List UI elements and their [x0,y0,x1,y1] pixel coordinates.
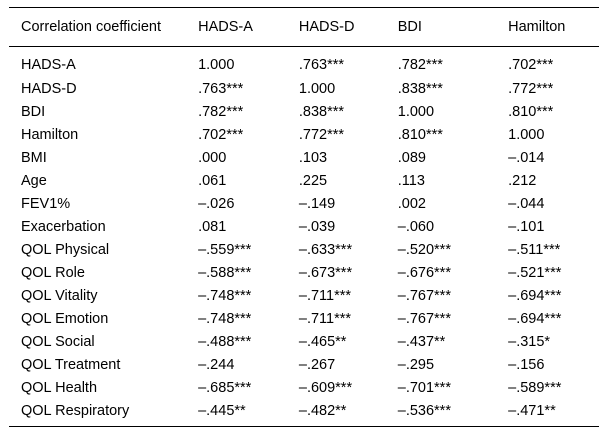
table-cell: .702*** [198,126,244,143]
table-cell: .838*** [397,80,443,97]
header-hads-a: HADS-A [198,19,253,35]
table-cell: .810*** [508,103,554,120]
table-cell: –.437** [397,333,446,350]
table-cell: –.520*** [397,241,451,258]
table-cell: –.609*** [298,379,353,396]
table-cell: –.295 [397,356,435,373]
table-cell: –.465** [298,333,347,350]
table-row [9,192,599,215]
table-cell: –.267 [298,356,336,373]
table-row [9,100,599,123]
table-cell: –.748*** [198,310,252,327]
table-cell: .838*** [298,103,345,120]
table-cell: .089 [397,149,426,166]
row-label: QOL Treatment [21,356,121,373]
correlation-table [9,7,599,427]
table-cell: –.101 [508,218,545,235]
table-cell: .772*** [298,126,345,143]
table-cell: –.589*** [508,379,562,396]
table-row [9,353,599,376]
table-cell: 1.000 [298,80,336,97]
table-cell: 1.000 [397,103,435,120]
table-cell: .061 [198,172,227,189]
table-cell: –.039 [298,218,336,235]
header-hamilton: Hamilton [508,19,566,35]
table-cell: .702*** [508,57,554,73]
table-row [9,376,599,399]
table-cell: –.559*** [198,241,252,258]
table-cell: .113 [397,172,425,189]
row-label: BDI [21,103,46,120]
row-label: Hamilton [21,126,79,143]
row-label: HADS-D [21,80,77,97]
table-cell: –.044 [508,195,545,212]
table-row [9,77,599,100]
table-cell: –.748*** [198,287,252,304]
table-cell: –.511*** [508,241,561,258]
table-cell: .810*** [397,126,443,143]
table-row [9,284,599,307]
row-label: QOL Emotion [21,310,109,327]
table-cell: .772*** [508,80,554,97]
table-cell: 1.000 [508,126,545,143]
table-row [9,123,599,146]
header-bdi: BDI [397,19,422,35]
table-cell: –.014 [508,149,545,166]
table-cell: –.694*** [508,287,562,304]
table-cell: –.711*** [298,310,352,327]
table-cell: –.521*** [508,264,562,281]
row-label: Exacerbation [21,218,106,235]
table-row [9,307,599,330]
table-cell: –.685*** [198,379,252,396]
table-cell: –.149 [298,195,336,212]
table-cell: –.767*** [397,310,451,327]
table-cell: –.445** [198,403,246,419]
row-label: BMI [21,149,47,166]
table-cell: –.536*** [397,403,451,419]
table-row [9,47,599,78]
table-cell: –.488*** [198,333,252,350]
table-cell: –.026 [198,195,235,212]
header-correlation-coefficient: Correlation coefficient [21,19,161,35]
row-label: QOL Health [21,379,98,396]
row-label: FEV1% [21,195,71,212]
row-label: QOL Vitality [21,287,98,304]
table-cell: .782*** [198,103,244,120]
table-cell: .000 [198,149,227,166]
table-cell: .212 [508,172,537,189]
table-cell: –.673*** [298,264,353,281]
table-row [9,330,599,353]
table-cell: –.588*** [198,264,252,281]
table-cell: –.471** [508,403,556,419]
table-cell: –.244 [198,356,235,373]
table-cell: .081 [198,218,227,235]
correlation-table-container [9,7,599,427]
table-cell: –.711*** [298,287,352,304]
table-cell: .763*** [198,80,244,97]
table-cell: –.701*** [397,379,451,396]
row-label: QOL Physical [21,241,110,258]
table-cell: –.156 [508,356,545,373]
table-row [9,169,599,192]
table-cell: .002 [397,195,426,212]
table-row [9,146,599,169]
table-header-row [9,8,599,47]
table-row [9,215,599,238]
table-cell: –.676*** [397,264,451,281]
table-cell: .782*** [397,57,443,73]
table-cell: –.482** [298,403,347,419]
table-row [9,399,599,427]
header-hads-d: HADS-D [298,19,355,35]
table-row [9,238,599,261]
table-cell: –.767*** [397,287,451,304]
row-label: Age [21,172,47,189]
row-label: QOL Respiratory [21,403,130,419]
table-cell: .763*** [298,57,345,73]
table-row [9,261,599,284]
table-cell: –.315* [508,333,551,350]
table-cell: –.633*** [298,241,353,258]
table-cell: .225 [298,172,328,189]
row-label: HADS-A [21,57,76,73]
table-cell: .103 [298,149,328,166]
table-body [9,47,599,427]
table-cell: –.060 [397,218,435,235]
row-label: QOL Social [21,333,95,350]
row-label: QOL Role [21,264,85,281]
table-cell: –.694*** [508,310,562,327]
table-cell: 1.000 [198,57,235,73]
